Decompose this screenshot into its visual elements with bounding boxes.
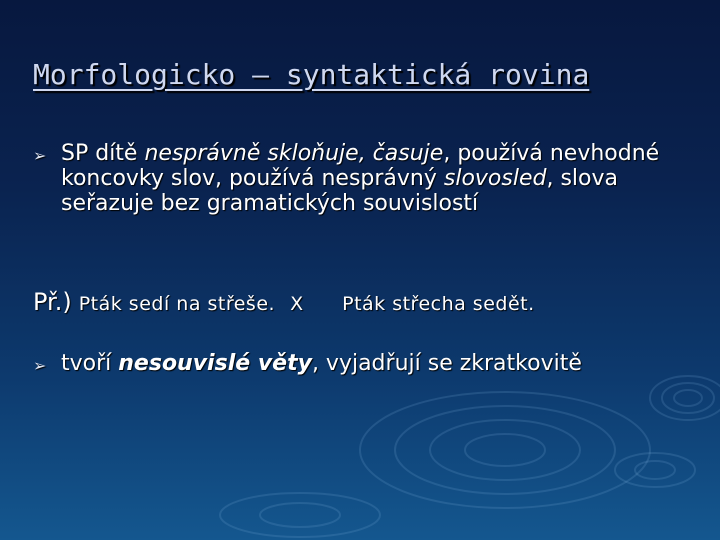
example-incorrect-sentence: Pták střecha sedět. xyxy=(342,293,535,315)
emphasis-text: nesprávně skloňuje, časuje xyxy=(144,141,444,166)
example-line xyxy=(33,288,535,318)
bullet-text-part: tvoří xyxy=(61,351,119,376)
example-correct-sentence: Pták sedí na střeše. xyxy=(78,293,276,315)
bullet-text xyxy=(61,351,673,376)
bullet-text xyxy=(61,141,673,216)
slide-title: Morfologicko – syntaktická rovina xyxy=(33,58,590,91)
arrowhead-bullet-icon: ➢ xyxy=(33,146,47,165)
emphasis-text: slovosled xyxy=(443,166,547,191)
bullet-item-incoherent-sentences xyxy=(33,351,673,376)
arrowhead-bullet-icon: ➢ xyxy=(33,356,47,375)
bullet-text-part: , vyjadřují se zkratkovitě xyxy=(311,351,582,376)
bullet-text-part: , slova seřazuje bez gramatických souvislostí xyxy=(61,166,618,216)
bullet-text-part: , používá nevhodné koncovky slov, používá nesprávný xyxy=(61,141,660,191)
bullet-item-speech-errors xyxy=(33,141,673,216)
example-label: Př.) xyxy=(33,288,72,316)
example-separator: X xyxy=(290,293,304,315)
bullet-text-part: SP dítě xyxy=(61,141,145,166)
emphasis-text: nesouvislé věty xyxy=(118,351,312,376)
